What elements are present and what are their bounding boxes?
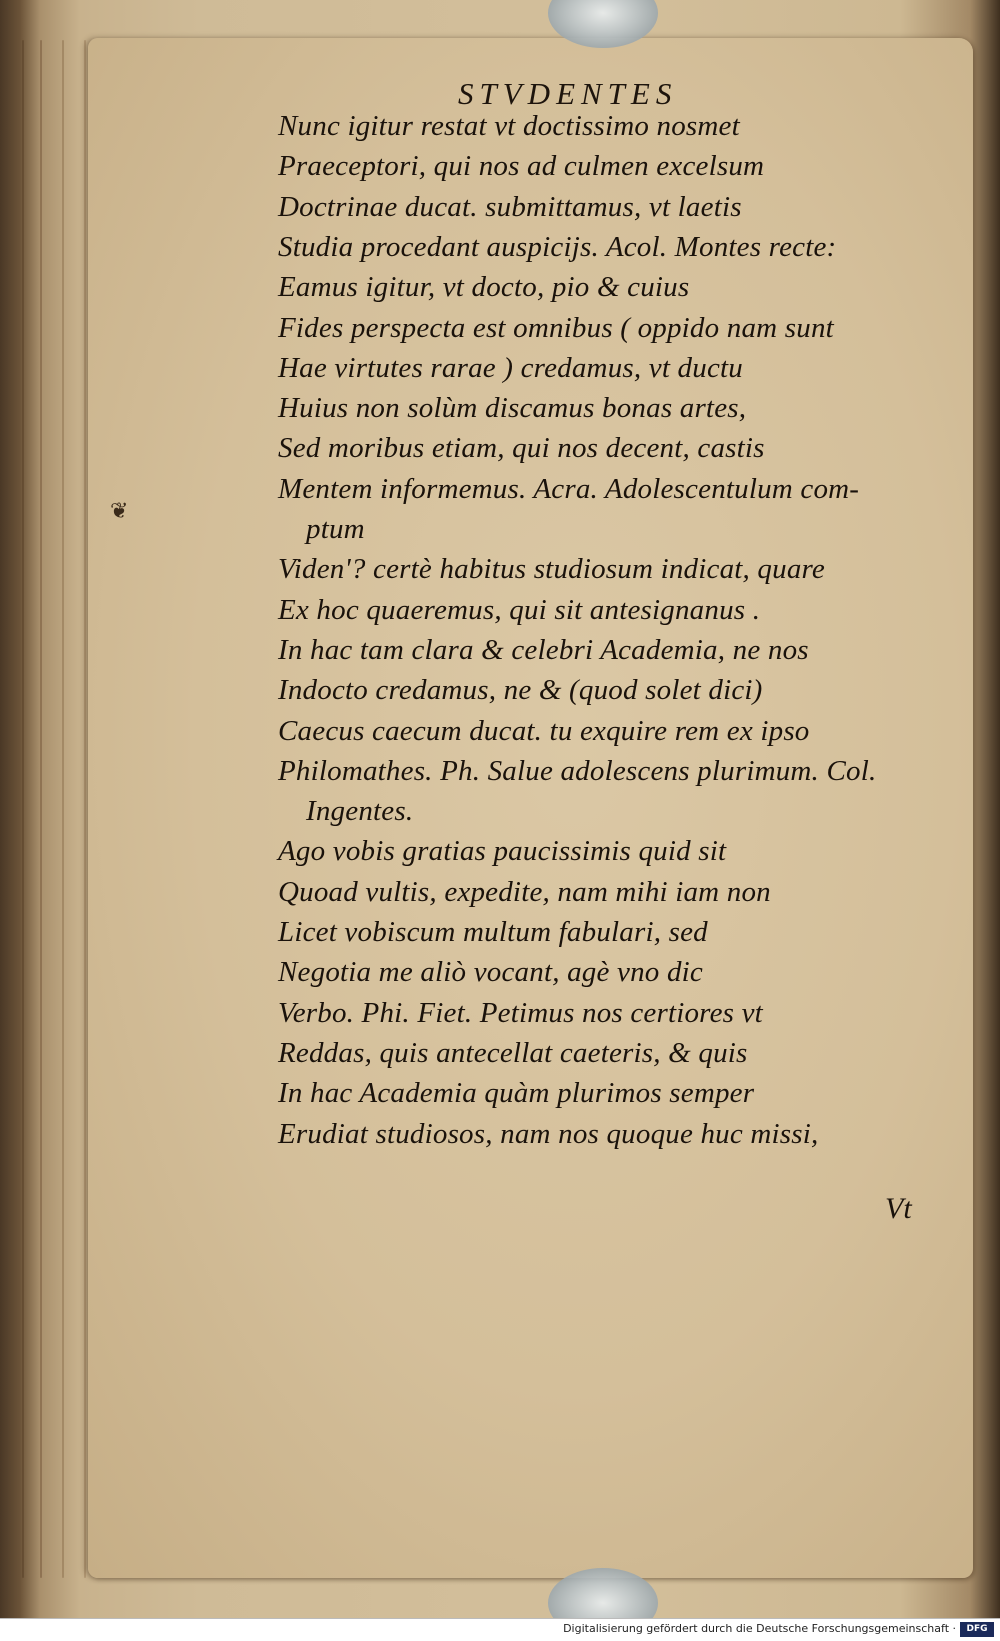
text-line: Doctrinae ducat. submittamus, vt laetis bbox=[278, 190, 742, 223]
book-page bbox=[88, 38, 973, 1578]
text-line: Quoad vultis, expedite, nam mihi iam non bbox=[278, 875, 771, 908]
margin-mark: ❦ bbox=[110, 498, 129, 523]
text-line: Studia procedant auspicijs. Acol. Montes recte: bbox=[278, 230, 837, 263]
text-line: Ingentes. bbox=[306, 795, 414, 828]
text-line: Fides perspecta est omnibus ( oppido nam sunt bbox=[278, 311, 834, 344]
page-edge bbox=[84, 40, 86, 1578]
text-line: Verbo. Phi. Fiet. Petimus nos certiores vt bbox=[278, 996, 763, 1029]
text-line: Caecus caecum ducat. tu exquire rem ex ipso bbox=[278, 714, 810, 747]
text-line: Nunc igitur restat vt doctissimo nosmet bbox=[278, 110, 740, 142]
text-line: Huius non solùm discamus bonas artes, bbox=[278, 392, 747, 425]
text-line: Erudiat studiosos, nam nos quoque huc missi, bbox=[278, 1117, 819, 1150]
text-line: Negotia me aliò vocant, agè vno dic bbox=[278, 956, 703, 989]
running-head: STVDENTES bbox=[458, 76, 678, 111]
text-line: Eamus igitur, vt docto, pio & cuius bbox=[278, 271, 690, 304]
page-edge bbox=[40, 40, 42, 1578]
text-line: Indocto credamus, ne & (quod solet dici) bbox=[278, 674, 763, 707]
page-edge bbox=[22, 40, 24, 1578]
footer-credit: Digitalisierung gefördert durch die Deutsche Forschungsgemeinschaft · bbox=[563, 1622, 956, 1635]
text-line: In hac tam clara & celebri Academia, ne nos bbox=[278, 633, 809, 666]
text-line: Viden'? certè habitus studiosum indicat, quare bbox=[278, 553, 826, 586]
text-line: Licet vobiscum multum fabulari, sed bbox=[278, 916, 708, 948]
text-line: Praeceptori, qui nos ad culmen excelsum bbox=[278, 150, 765, 183]
text-line: Sed moribus etiam, qui nos decent, castis bbox=[278, 432, 765, 465]
page-edge bbox=[62, 40, 64, 1578]
text-line: Hae virtutes rarae ) credamus, vt ductu bbox=[278, 351, 743, 384]
text-line: ptum bbox=[306, 513, 365, 545]
text-line: Ex hoc quaeremus, qui sit antesignanus . bbox=[278, 593, 761, 626]
text-line: Philomathes. Ph. Salue adolescens plurimum. Col. bbox=[278, 754, 877, 787]
dfg-logo: DFG bbox=[960, 1622, 994, 1637]
text-line: Ago vobis gratias paucissimis quid sit bbox=[278, 835, 727, 868]
footer-bar bbox=[0, 1618, 1000, 1641]
catchword: Vt bbox=[885, 1192, 912, 1225]
text-line: Reddas, quis antecellat caeteris, & quis bbox=[278, 1036, 748, 1069]
text-line: Mentem informemus. Acra. Adolescentulum com- bbox=[278, 472, 860, 505]
text-line: In hac Academia quàm plurimos semper bbox=[278, 1077, 755, 1110]
